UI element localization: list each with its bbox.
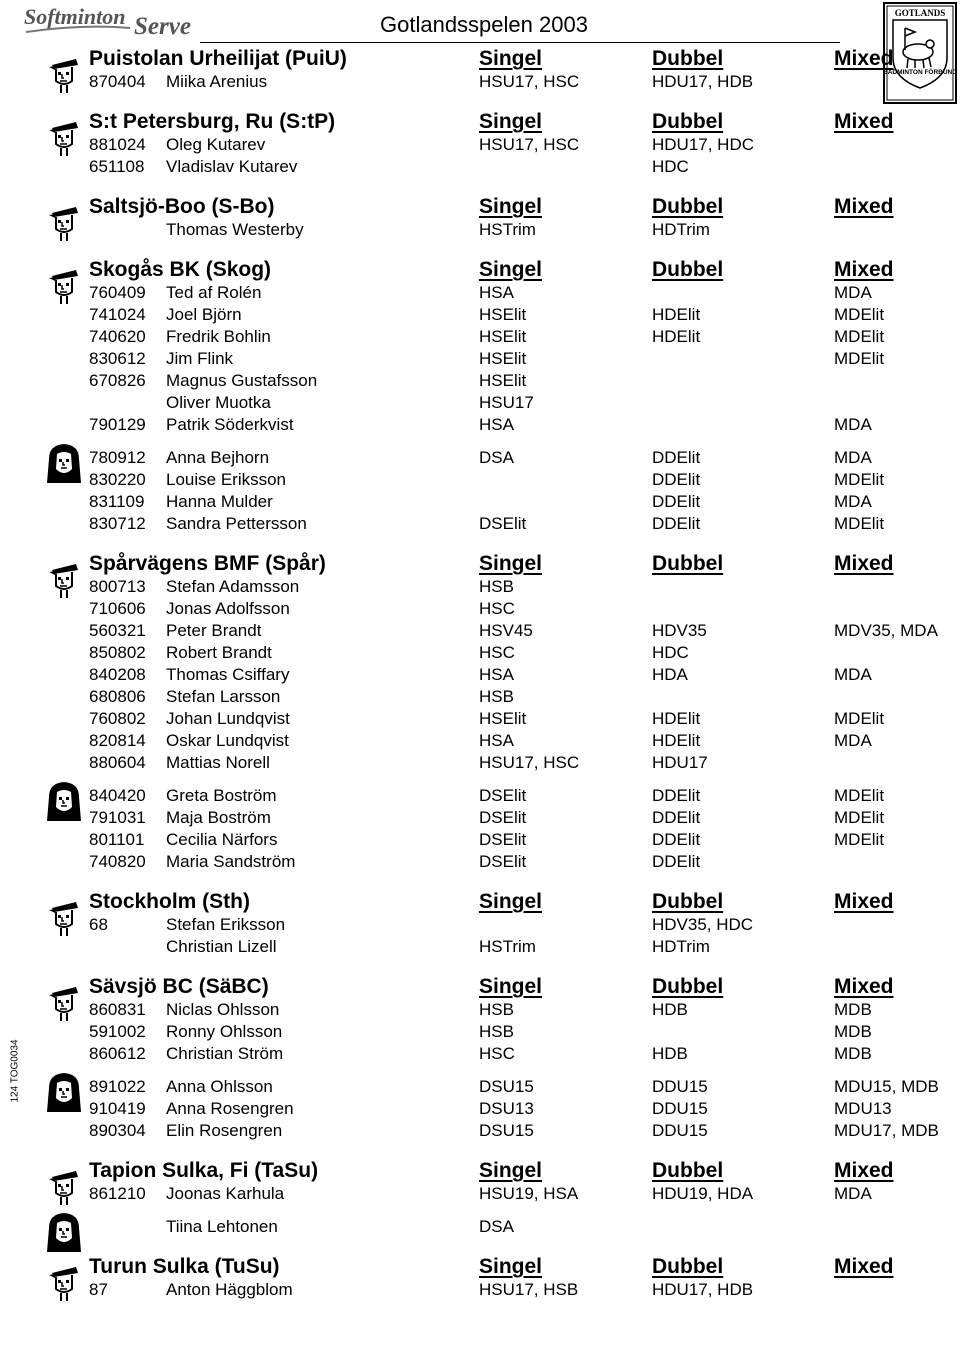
player-row (0, 1183, 960, 1205)
player-name: Stefan Larsson (166, 687, 281, 706)
player-row (0, 414, 960, 436)
player-id: 780912 (89, 448, 146, 467)
player-row (0, 1098, 960, 1120)
mixed-class: MDA (834, 665, 872, 684)
singel-class: HSU17, HSC (479, 72, 580, 91)
player-row (0, 686, 960, 708)
women-group (0, 1076, 960, 1142)
player-id: 651108 (89, 157, 145, 176)
player-id: 890304 (89, 1121, 146, 1140)
player-name: Anna Rosengren (166, 1099, 294, 1118)
player-name: Johan Lundqvist (166, 709, 290, 728)
player-row (0, 348, 960, 370)
singel-class: HSC (479, 599, 515, 618)
men-group (0, 258, 960, 436)
player-row (0, 326, 960, 348)
dubbel-column-header: Dubbel (652, 552, 724, 575)
player-name: Magnus Gustafsson (166, 371, 318, 390)
mixed-class: MDA (834, 731, 872, 750)
player-id: 861210 (89, 1184, 146, 1203)
club-section (0, 890, 960, 958)
dubbel-class: HDU17 (652, 753, 708, 772)
mixed-class: MDA (834, 283, 872, 302)
singel-class: HSA (479, 665, 514, 684)
women-group (0, 447, 960, 535)
mixed-column-header: Mixed (834, 552, 894, 575)
player-id: 680806 (89, 687, 146, 706)
singel-class: HSElit (479, 371, 527, 390)
singel-class: HSElit (479, 349, 527, 368)
brand-line2: Serve (134, 13, 191, 40)
dubbel-class: HDElit (652, 731, 701, 750)
mixed-class: MDA (834, 1184, 872, 1203)
player-row (0, 851, 960, 873)
mixed-column-header: Mixed (834, 258, 894, 281)
dubbel-class: HDTrim (652, 937, 710, 956)
singel-column-header: Singel (479, 47, 543, 70)
mixed-class: MDU17, MDB (834, 1121, 939, 1140)
mixed-class: MDElit (834, 514, 885, 533)
women-group (0, 1216, 960, 1238)
club-header (0, 1255, 960, 1279)
crest-bottom-text: BADMINTON FÖRBUND (883, 69, 957, 76)
mixed-class: MDElit (834, 305, 885, 324)
mixed-class: MDU15, MDB (834, 1077, 939, 1096)
player-name: Oliver Muotka (166, 393, 271, 412)
mixed-class: MDA (834, 492, 872, 511)
singel-class: HSTrim (479, 937, 536, 956)
men-group (0, 195, 960, 241)
player-id: 860612 (89, 1044, 146, 1063)
singel-class: DSElit (479, 852, 527, 871)
dubbel-class: HDU17, HDB (652, 1280, 754, 1299)
player-id: 910419 (89, 1099, 146, 1118)
singel-class: HSC (479, 643, 515, 662)
club-header (0, 195, 960, 219)
dubbel-class: DDElit (652, 492, 701, 511)
player-row (0, 752, 960, 774)
mixed-column-header: Mixed (834, 195, 894, 218)
dubbel-class: HDElit (652, 327, 701, 346)
player-id: 830612 (89, 349, 146, 368)
player-row (0, 219, 960, 241)
player-row (0, 785, 960, 807)
dubbel-class: DDElit (652, 470, 701, 489)
player-name: Thomas Westerby (166, 220, 304, 239)
player-id: 790129 (89, 415, 146, 434)
player-id: 850802 (89, 643, 146, 662)
dubbel-class: DDElit (652, 830, 701, 849)
player-id: 760409 (89, 283, 146, 302)
dubbel-class: HDB (652, 1044, 688, 1063)
mixed-class: MDB (834, 1000, 872, 1019)
player-name: Sandra Pettersson (166, 514, 307, 533)
mixed-class: MDU13 (834, 1099, 892, 1118)
player-name: Cecilia Närfors (166, 830, 278, 849)
dubbel-class: HDElit (652, 305, 701, 324)
player-row (0, 469, 960, 491)
men-group (0, 552, 960, 774)
player-row (0, 914, 960, 936)
club-header (0, 975, 960, 999)
player-id: 830712 (89, 514, 146, 533)
club-name: Turun Sulka (TuSu) (89, 1255, 280, 1278)
player-row (0, 1043, 960, 1065)
club-section (0, 258, 960, 535)
dubbel-column-header: Dubbel (652, 890, 724, 913)
player-id: 87 (89, 1280, 108, 1299)
men-group (0, 110, 960, 178)
side-page-code: 124 TOG0034 (9, 1039, 21, 1103)
player-name: Peter Brandt (166, 621, 262, 640)
player-name: Christian Ström (166, 1044, 284, 1063)
club-section (0, 975, 960, 1142)
player-row (0, 447, 960, 469)
player-id: 840420 (89, 786, 146, 805)
club-name: Saltsjö-Boo (S-Bo) (89, 195, 275, 218)
singel-class: DSElit (479, 786, 527, 805)
singel-class: HSElit (479, 305, 527, 324)
club-name: Puistolan Urheilijat (PuiU) (89, 47, 347, 70)
player-id: 560321 (89, 621, 146, 640)
player-name: Oskar Lundqvist (166, 731, 289, 750)
player-row (0, 1076, 960, 1098)
club-name: Stockholm (Sth) (89, 890, 250, 913)
brand-line1: Softminton (24, 4, 126, 29)
singel-column-header: Singel (479, 1255, 543, 1278)
player-id: 830220 (89, 470, 146, 489)
club-name: Spårvägens BMF (Spår) (89, 552, 326, 575)
club-header (0, 110, 960, 134)
mixed-column-header: Mixed (834, 1255, 894, 1278)
mixed-class: MDElit (834, 830, 885, 849)
player-id: 68 (89, 915, 108, 934)
singel-class: HSTrim (479, 220, 536, 239)
header-rule (200, 42, 840, 43)
player-name: Anna Bejhorn (166, 448, 270, 467)
dubbel-class: HDC (652, 157, 689, 176)
player-name: Miika Arenius (166, 72, 268, 91)
player-id: 880604 (89, 753, 146, 772)
player-row (0, 491, 960, 513)
mixed-class: MDA (834, 415, 872, 434)
player-row (0, 829, 960, 851)
dubbel-class: HDU17, HDB (652, 72, 754, 91)
singel-class: DSElit (479, 830, 527, 849)
singel-class: HSB (479, 1000, 514, 1019)
men-group (0, 1159, 960, 1205)
mixed-class: MDA (834, 448, 872, 467)
singel-column-header: Singel (479, 1159, 543, 1182)
singel-class: HSU17, HSC (479, 135, 580, 154)
player-row (0, 576, 960, 598)
player-name: Patrik Söderkvist (166, 415, 294, 434)
player-name: Robert Brandt (166, 643, 272, 662)
singel-column-header: Singel (479, 258, 543, 281)
women-group (0, 785, 960, 873)
player-name: Elin Rosengren (166, 1121, 283, 1140)
player-name: Thomas Csiffary (166, 665, 290, 684)
player-row (0, 1120, 960, 1142)
dubbel-class: DDElit (652, 852, 701, 871)
dubbel-class: DDU15 (652, 1077, 708, 1096)
dubbel-class: DDU15 (652, 1099, 708, 1118)
player-id: 740820 (89, 852, 146, 871)
singel-class: DSU15 (479, 1077, 534, 1096)
mixed-class: MDV35, MDA (834, 621, 938, 640)
mixed-class: MDElit (834, 709, 885, 728)
dubbel-class: HDU19, HDA (652, 1184, 754, 1203)
singel-class: DSU15 (479, 1121, 534, 1140)
player-name: Ronny Ohlsson (166, 1022, 283, 1041)
player-name: Joonas Karhula (166, 1184, 285, 1203)
singel-class: HSU19, HSA (479, 1184, 579, 1203)
singel-class: HSB (479, 577, 514, 596)
singel-class: HSElit (479, 709, 527, 728)
mixed-class: MDElit (834, 470, 885, 489)
player-id: 760802 (89, 709, 146, 728)
dubbel-class: HDV35, HDC (652, 915, 754, 934)
player-name: Stefan Eriksson (166, 915, 286, 934)
dubbel-class: HDTrim (652, 220, 710, 239)
singel-class: HSA (479, 283, 514, 302)
player-name: Joel Björn (166, 305, 242, 324)
singel-class: DSA (479, 448, 514, 467)
player-name: Maja Boström (166, 808, 271, 827)
crest-top-text: GOTLANDS (894, 8, 946, 18)
player-name: Oleg Kutarev (166, 135, 266, 154)
dubbel-class: HDU17, HDC (652, 135, 755, 154)
dubbel-class: HDA (652, 665, 688, 684)
club-name: Sävsjö BC (SäBC) (89, 975, 269, 998)
singel-column-header: Singel (479, 110, 543, 133)
singel-column-header: Singel (479, 890, 543, 913)
player-name: Maria Sandström (166, 852, 296, 871)
softminton-serve-logo (22, 2, 192, 42)
singel-column-header: Singel (479, 975, 543, 998)
player-id: 670826 (89, 371, 146, 390)
player-row (0, 392, 960, 414)
player-id: 710606 (89, 599, 146, 618)
player-id: 870404 (89, 72, 146, 91)
club-section (0, 110, 960, 178)
player-row (0, 156, 960, 178)
player-name: Greta Boström (166, 786, 277, 805)
player-name: Jonas Adolfsson (166, 599, 290, 618)
club-section (0, 195, 960, 241)
player-id: 831109 (89, 492, 145, 511)
singel-class: HSU17, HSC (479, 753, 580, 772)
mixed-class: MDB (834, 1044, 872, 1063)
player-name: Tiina Lehtonen (166, 1217, 278, 1236)
dubbel-class: DDU15 (652, 1121, 708, 1140)
dubbel-column-header: Dubbel (652, 1159, 724, 1182)
player-row (0, 598, 960, 620)
men-group (0, 890, 960, 958)
dubbel-class: DDElit (652, 448, 701, 467)
dubbel-class: DDElit (652, 786, 701, 805)
player-row (0, 1279, 960, 1301)
player-row (0, 513, 960, 535)
singel-class: DSElit (479, 808, 527, 827)
dubbel-class: HDV35 (652, 621, 707, 640)
player-row (0, 730, 960, 752)
dubbel-class: HDElit (652, 709, 701, 728)
singel-class: HSA (479, 731, 514, 750)
singel-class: HSU17, HSB (479, 1280, 579, 1299)
mixed-class: MDElit (834, 327, 885, 346)
mixed-class: MDElit (834, 808, 885, 827)
player-name: Anna Ohlsson (166, 1077, 273, 1096)
dubbel-column-header: Dubbel (652, 975, 724, 998)
club-header (0, 1159, 960, 1183)
player-id: 840208 (89, 665, 146, 684)
club-name: Skogås BK (Skog) (89, 258, 272, 281)
singel-class: HSC (479, 1044, 515, 1063)
player-row (0, 664, 960, 686)
player-id: 860831 (89, 1000, 146, 1019)
player-row (0, 807, 960, 829)
player-row (0, 642, 960, 664)
player-id: 820814 (89, 731, 146, 750)
club-section (0, 1159, 960, 1238)
dubbel-column-header: Dubbel (652, 47, 724, 70)
club-section (0, 552, 960, 873)
player-id: 591002 (89, 1022, 146, 1041)
player-id: 881024 (89, 135, 146, 154)
club-header (0, 258, 960, 282)
mixed-class: MDElit (834, 786, 885, 805)
singel-class: DSU13 (479, 1099, 534, 1118)
singel-class: DSElit (479, 514, 527, 533)
dubbel-class: DDElit (652, 514, 701, 533)
player-row (0, 936, 960, 958)
club-header (0, 890, 960, 914)
club-name: Tapion Sulka, Fi (TaSu) (89, 1159, 319, 1182)
player-row (0, 370, 960, 392)
document-title: Gotlandsspelen 2003 (380, 12, 588, 37)
dubbel-column-header: Dubbel (652, 110, 724, 133)
mixed-class: MDB (834, 1022, 872, 1041)
dubbel-column-header: Dubbel (652, 195, 724, 218)
player-name: Louise Eriksson (166, 470, 287, 489)
player-id: 891022 (89, 1077, 146, 1096)
player-row (0, 1216, 960, 1238)
singel-class: HSU17 (479, 393, 534, 412)
dubbel-class: HDB (652, 1000, 688, 1019)
singel-class: HSB (479, 1022, 514, 1041)
player-id: 800713 (89, 577, 146, 596)
club-header (0, 552, 960, 576)
club-header (0, 47, 960, 71)
player-row (0, 1021, 960, 1043)
player-row (0, 620, 960, 642)
mixed-column-header: Mixed (834, 110, 894, 133)
player-name: Stefan Adamsson (166, 577, 300, 596)
player-row (0, 304, 960, 326)
player-row (0, 134, 960, 156)
player-id: 741024 (89, 305, 146, 324)
singel-class: HSV45 (479, 621, 533, 640)
player-row (0, 708, 960, 730)
player-row (0, 282, 960, 304)
player-name: Hanna Mulder (166, 492, 273, 511)
player-name: Ted af Rolén (166, 283, 262, 302)
singel-column-header: Singel (479, 195, 543, 218)
player-name: Niclas Ohlsson (166, 1000, 280, 1019)
dubbel-column-header: Dubbel (652, 1255, 724, 1278)
club-section (0, 47, 960, 93)
player-row (0, 71, 960, 93)
club-section (0, 1255, 960, 1301)
player-name: Jim Flink (166, 349, 234, 368)
mixed-column-header: Mixed (834, 975, 894, 998)
player-row (0, 999, 960, 1021)
player-name: Anton Häggblom (166, 1280, 293, 1299)
mixed-class: MDElit (834, 349, 885, 368)
player-name: Vladislav Kutarev (166, 157, 298, 176)
player-name: Christian Lizell (166, 937, 277, 956)
dubbel-column-header: Dubbel (652, 258, 724, 281)
club-name: S:t Petersburg, Ru (S:tP) (89, 110, 336, 133)
singel-class: HSA (479, 415, 514, 434)
player-name: Mattias Norell (166, 753, 270, 772)
men-group (0, 47, 960, 93)
player-id: 740620 (89, 327, 146, 346)
player-id: 801101 (89, 830, 145, 849)
men-group (0, 975, 960, 1065)
club-list (0, 47, 960, 1318)
singel-class: HSElit (479, 327, 527, 346)
dubbel-class: HDC (652, 643, 689, 662)
singel-class: HSB (479, 687, 514, 706)
mixed-column-header: Mixed (834, 1159, 894, 1182)
player-id: 791031 (89, 808, 146, 827)
singel-column-header: Singel (479, 552, 543, 575)
dubbel-class: DDElit (652, 808, 701, 827)
player-name: Fredrik Bohlin (166, 327, 271, 346)
men-group (0, 1255, 960, 1301)
mixed-column-header: Mixed (834, 890, 894, 913)
mixed-column-header: Mixed (834, 47, 894, 70)
singel-class: DSA (479, 1217, 514, 1236)
